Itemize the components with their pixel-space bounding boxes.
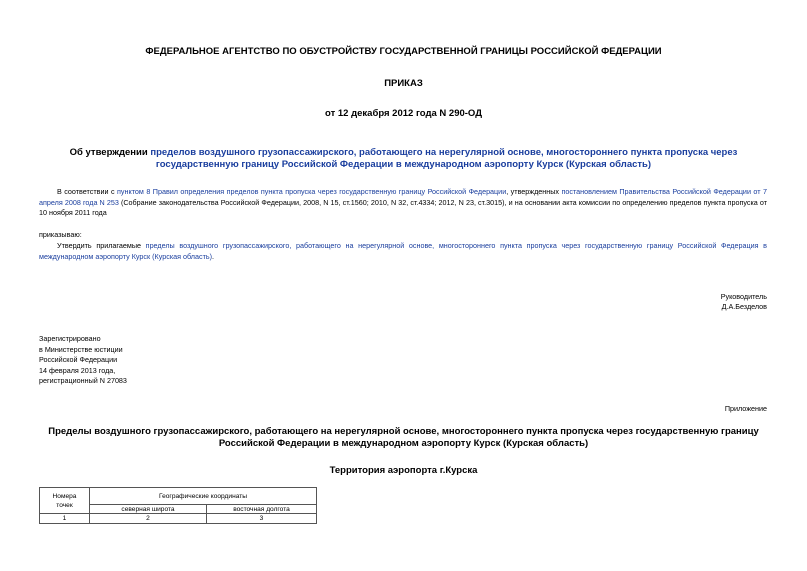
col-point-line: точек [56, 501, 73, 509]
col-geo-header: Географические координаты [90, 488, 317, 505]
registration-line: 14 февраля 2013 года, [39, 365, 116, 375]
registration-block [39, 334, 127, 387]
government-decree-link[interactable]: постановлением Правительства Российской Федерации от 7 апреля 2008 года N 253 [39, 187, 768, 207]
document-date-number: от 12 декабря 2012 года N 290-ОД [325, 108, 482, 119]
agency-heading: ФЕДЕРАЛЬНОЕ АГЕНТСТВО ПО ОБУСТРОЙСТВУ ГОСУДАРСТВЕННОЙ ГРАНИЦЫ РОССИЙСКОЙ ФЕДЕРАЦИИ [145, 46, 662, 57]
title-prefix: Об утверждении [69, 147, 151, 158]
registration-line: в Министерстве юстиции [39, 344, 123, 354]
registration-line: регистрационный N 27083 [39, 376, 127, 385]
col-number-cell: 1 [40, 514, 90, 524]
signature-role: Руководитель [720, 292, 767, 301]
col-lat-header: северная широта [90, 505, 207, 514]
territory-heading: Территория аэропорта г.Курска [329, 465, 478, 476]
col-number-cell: 2 [90, 514, 207, 524]
approve-text-2: . [212, 251, 215, 261]
signature-name: Д.А.Безделов [721, 302, 767, 311]
appendix-title: Пределы воздушного грузопассажирского, работающего на нерегулярной основе, многостороннего пункта пропуска через государственную границу Российской Федерации в международном аэропорту Курск (Курская область) [48, 426, 759, 449]
appendix-label: Приложение [724, 404, 767, 413]
preamble-text-2: , утвержденных [506, 187, 562, 196]
col-point-line: Номера [52, 492, 77, 500]
document-title [40, 147, 767, 171]
preamble-text-1: В соответствии с [57, 187, 118, 196]
coordinates-table [39, 487, 317, 524]
col-number-cell: 3 [207, 514, 317, 524]
approve-text-1: Утвердить прилагаемые [57, 241, 146, 250]
signature-block [721, 292, 767, 312]
preamble-paragraph [39, 187, 767, 219]
title-link[interactable]: пределов воздушного грузопассажирского, работающего на нерегулярной основе, многостороннего пункта пропуска через государственную границу Российской Федерации в международном аэропорту Курск (Курская область) [150, 147, 738, 170]
preamble-text-3: (Собрание законодательства Российской Федерации, 2008, N 15, ст.1560; 2010, N 32, ст.4334; 2012, N 23, ст.3015), и на основании акта комиссии по определению пределов пункта пропуска от 10 ноября 2011 года [39, 197, 767, 217]
registration-line: Зарегистрировано [39, 334, 101, 343]
appendix-link[interactable]: пределы воздушного грузопассажирского, работающего на нерегулярной основе, многостороннего пункта пропуска через государственную границу Российской Федерация в международном аэропорту Курск (Курская область) [39, 241, 767, 261]
document-type: ПРИКАЗ [384, 78, 423, 89]
rules-link[interactable]: пунктом 8 Правил определения пределов пункта пропуска через государственную границу Российской Федерации [117, 187, 507, 196]
col-point-header [40, 488, 90, 514]
col-lon-header: восточная долгота [207, 505, 317, 514]
registration-line: Российской Федерации [39, 355, 118, 364]
order-word: приказываю: [39, 230, 82, 239]
approve-paragraph [39, 241, 767, 262]
